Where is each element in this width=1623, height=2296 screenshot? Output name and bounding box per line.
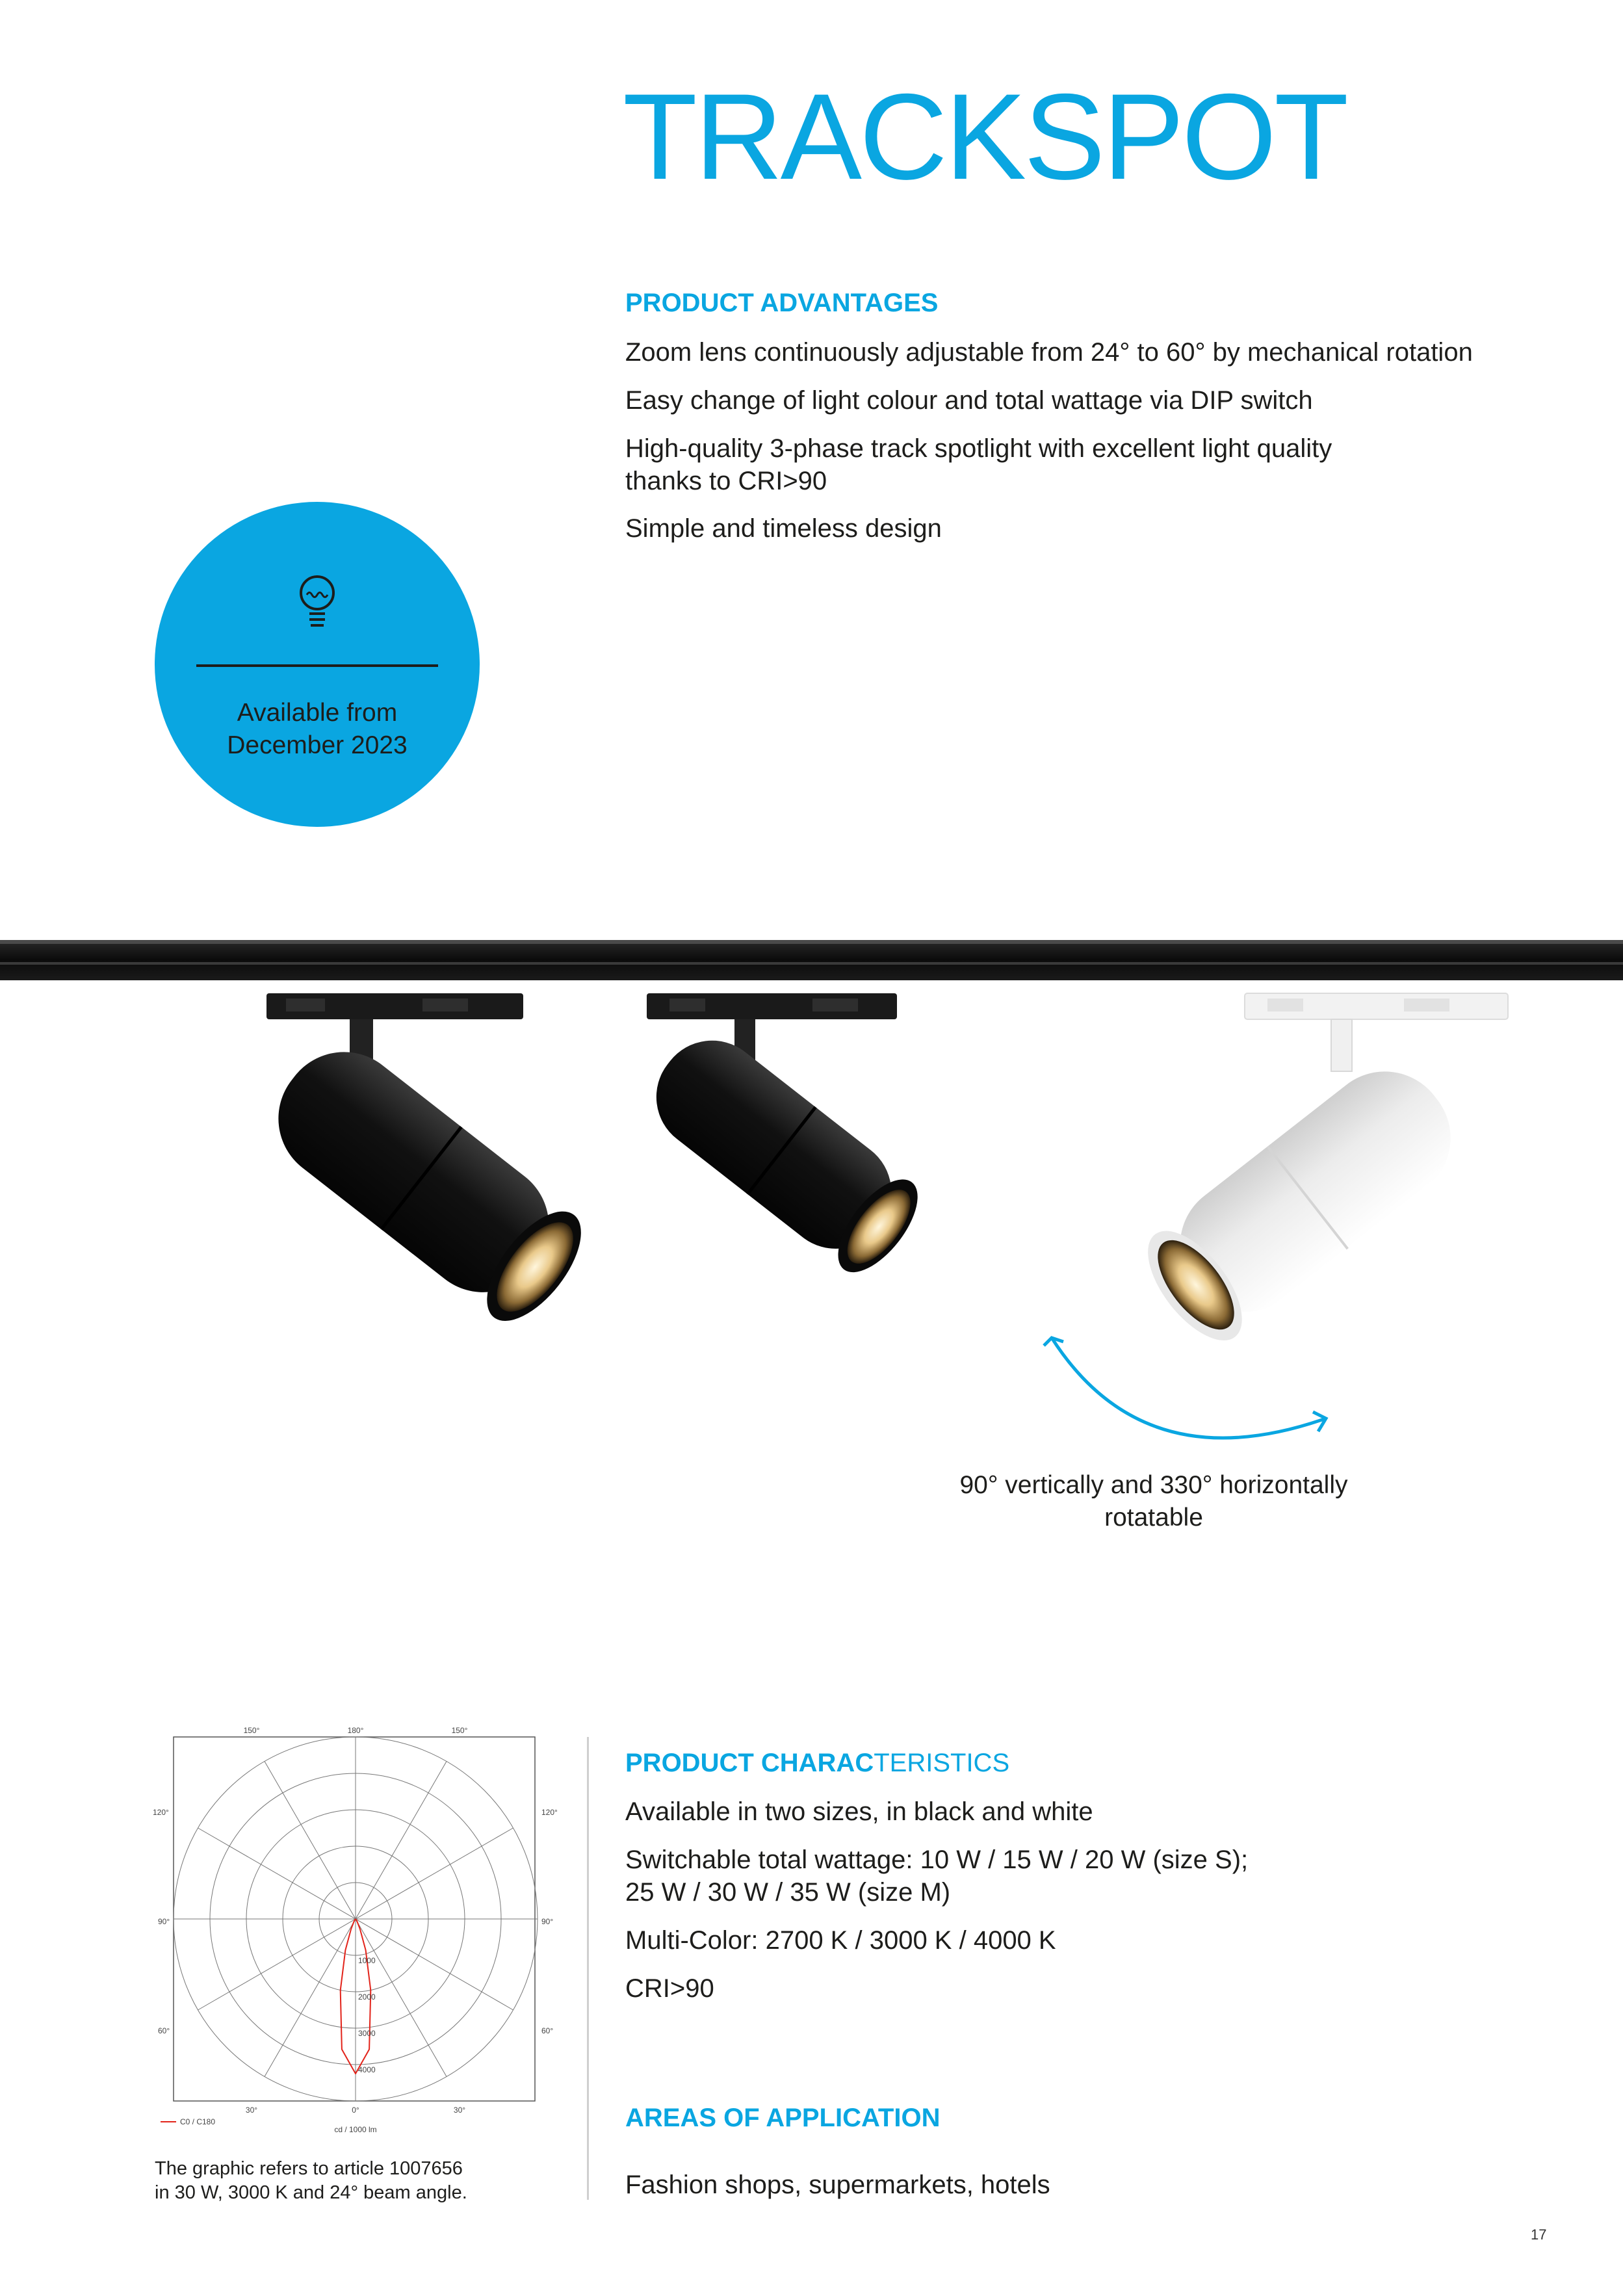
column-divider (587, 1737, 589, 2200)
rotation-arrow (1044, 1338, 1326, 1438)
application-heading: AREAS OF APPLICATION (625, 2104, 941, 2132)
availability-badge (155, 502, 480, 827)
characteristics-item: Available in two sizes, in black and white (625, 1797, 1093, 1826)
spotlight-white (1130, 993, 1508, 1356)
unit-label: cd / 1000 lm (334, 2125, 377, 2134)
page-number: 17 (1531, 2226, 1547, 2243)
angle-label: 150° (451, 1726, 468, 1735)
spotlight-black-2 (635, 993, 933, 1285)
spotlight-black-1 (253, 993, 599, 1337)
rotation-caption: 90° vertically and 330° horizontally rotatable (959, 1471, 1348, 1532)
angle-label: 60° (541, 2026, 554, 2035)
light-distribution-chart (146, 1716, 562, 2145)
page-title: TRACKSPOT (623, 68, 1347, 205)
angle-label: 90° (541, 1917, 554, 1926)
angle-label: 120° (153, 1808, 169, 1817)
product-photo (0, 923, 1623, 1508)
availability-text: Available from December 2023 (227, 699, 408, 759)
characteristics-item: Switchable total wattage: 10 W / 15 W / 20 W (size S); 25 W / 30 W / 35 W (size M) (625, 1846, 1249, 1907)
angle-label: 150° (243, 1726, 260, 1735)
advantages-heading: PRODUCT ADVANTAGES (625, 289, 939, 317)
characteristics-item: Multi-Color: 2700 K / 3000 K / 4000 K (625, 1926, 1056, 1955)
light-bulb-icon (295, 573, 339, 633)
advantages-item: Easy change of light colour and total wattage via DIP switch (625, 386, 1313, 415)
characteristics-item: CRI>90 (625, 1974, 714, 2003)
legend-label: C0 / C180 (180, 2117, 216, 2126)
angle-label: 180° (347, 1726, 364, 1735)
graphic-note: The graphic refers to article 1007656 in 30 W, 3000 K and 24° beam angle. (155, 2158, 467, 2203)
badge-divider (196, 664, 438, 667)
angle-label: 30° (245, 2106, 258, 2115)
characteristics-heading: PRODUCT CHARACTERISTICS (625, 1749, 1010, 1777)
advantages-item: High-quality 3-phase track spotlight with excellent light quality thanks to CRI>90 (625, 434, 1332, 495)
advantages-item: Simple and timeless design (625, 514, 942, 543)
ring-label: 1000 (358, 1956, 376, 1965)
ring-label: 4000 (358, 2065, 376, 2074)
angle-label: 30° (453, 2106, 466, 2115)
angle-label: 90° (158, 1917, 170, 1926)
application-text: Fashion shops, supermarkets, hotels (625, 2171, 1050, 2199)
ring-label: 2000 (358, 1992, 376, 2002)
angle-label: 120° (541, 1808, 558, 1817)
angle-label: 0° (352, 2106, 359, 2115)
ring-label: 3000 (358, 2029, 376, 2038)
advantages-item: Zoom lens continuously adjustable from 24° to 60° by mechanical rotation (625, 338, 1473, 367)
angle-label: 60° (158, 2026, 170, 2035)
track-rail (0, 940, 1623, 980)
